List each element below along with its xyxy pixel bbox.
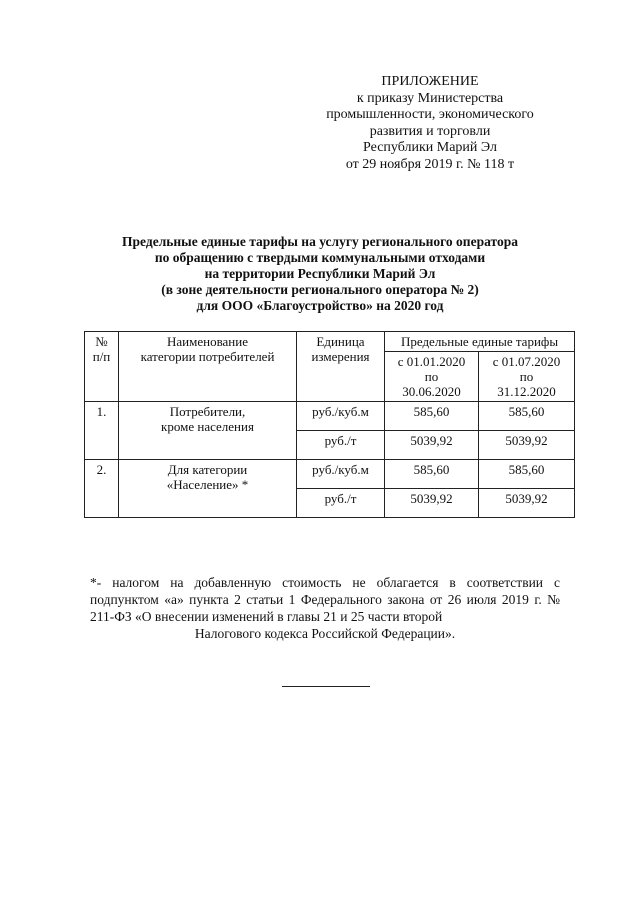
appendix-line: промышленности, экономического [326, 107, 534, 122]
header-period-2 [479, 352, 575, 402]
period-line: по [424, 369, 439, 384]
row-num: 2. [85, 460, 119, 518]
period-line: 30.06.2020 [402, 384, 461, 399]
header-name [119, 332, 297, 402]
end-divider [282, 686, 370, 687]
title-line: на территории Республики Марий Эл [204, 266, 436, 281]
period-line: по [519, 369, 534, 384]
row-tariff-2: 5039,92 [479, 489, 575, 518]
header-num [85, 332, 119, 402]
row-category [119, 402, 297, 460]
appendix-title: ПРИЛОЖЕНИЕ [381, 74, 479, 89]
appendix-line: к приказу Министерства [356, 90, 504, 106]
row-tariff-2: 5039,92 [479, 431, 575, 460]
footnote-last-line: Налогового кодекса Российской Федерации». [194, 626, 456, 641]
row-tariff-1: 585,60 [385, 460, 479, 489]
row-num: 1. [85, 402, 119, 460]
category-line: Для категории [167, 462, 248, 477]
document-title [60, 234, 580, 314]
category-line: Потребители, [169, 404, 246, 419]
period-line: 31.12.2020 [497, 384, 556, 399]
header-period-1 [385, 352, 479, 402]
table-row [85, 460, 575, 489]
header-unit [297, 332, 385, 402]
period-line: с 01.01.2020 [397, 354, 466, 369]
title-line: по обращению с твердыми коммунальными отходами [154, 250, 486, 265]
row-tariff-1: 585,60 [385, 402, 479, 431]
footnote-text: *- налогом на добавленную стоимость не облагается в соответствии с подпунктом «а» пункта 2 статьи 1 Федерального закона от 26 июля 2019 г. № 211-ФЗ «О внесении изменений в главы 21 и 25 части второй [90, 575, 560, 624]
row-unit: руб./куб.м [297, 402, 385, 431]
row-category [119, 460, 297, 518]
header-unit-line: измерения [311, 349, 370, 364]
appendix-line: Республики Марий Эл [363, 140, 497, 155]
row-tariff-2: 585,60 [479, 402, 575, 431]
tariff-table [84, 331, 575, 518]
header-name-line: Наименование [167, 334, 248, 349]
header-num-line: № [95, 334, 108, 349]
row-tariff-1: 5039,92 [385, 489, 479, 518]
appendix-line: развития и торговли [369, 123, 491, 139]
header-num-line: п/п [92, 349, 111, 364]
category-line: «Население» * [166, 477, 249, 492]
appendix-date-line: от 29 ноября 2019 г. № 118 т [345, 156, 515, 172]
title-line: (в зоне деятельности регионального оператора № 2) [161, 282, 479, 297]
footnote [90, 574, 560, 642]
header-tariffs: Предельные единые тарифы [385, 332, 575, 352]
table-row [85, 402, 575, 431]
appendix-header [300, 74, 560, 173]
title-line: Предельные единые тарифы на услугу регионального оператора [122, 234, 518, 249]
row-unit: руб./т [297, 489, 385, 518]
row-unit: руб./т [297, 431, 385, 460]
header-unit-line: Единица [316, 334, 365, 349]
header-name-line: категории потребителей [140, 349, 275, 364]
row-unit: руб./куб.м [297, 460, 385, 489]
row-tariff-1: 5039,92 [385, 431, 479, 460]
table-header-row [85, 332, 575, 352]
row-tariff-2: 585,60 [479, 460, 575, 489]
period-line: с 01.07.2020 [492, 354, 561, 369]
title-line: для ООО «Благоустройство» на 2020 год [196, 298, 444, 313]
category-line: кроме населения [161, 419, 254, 434]
